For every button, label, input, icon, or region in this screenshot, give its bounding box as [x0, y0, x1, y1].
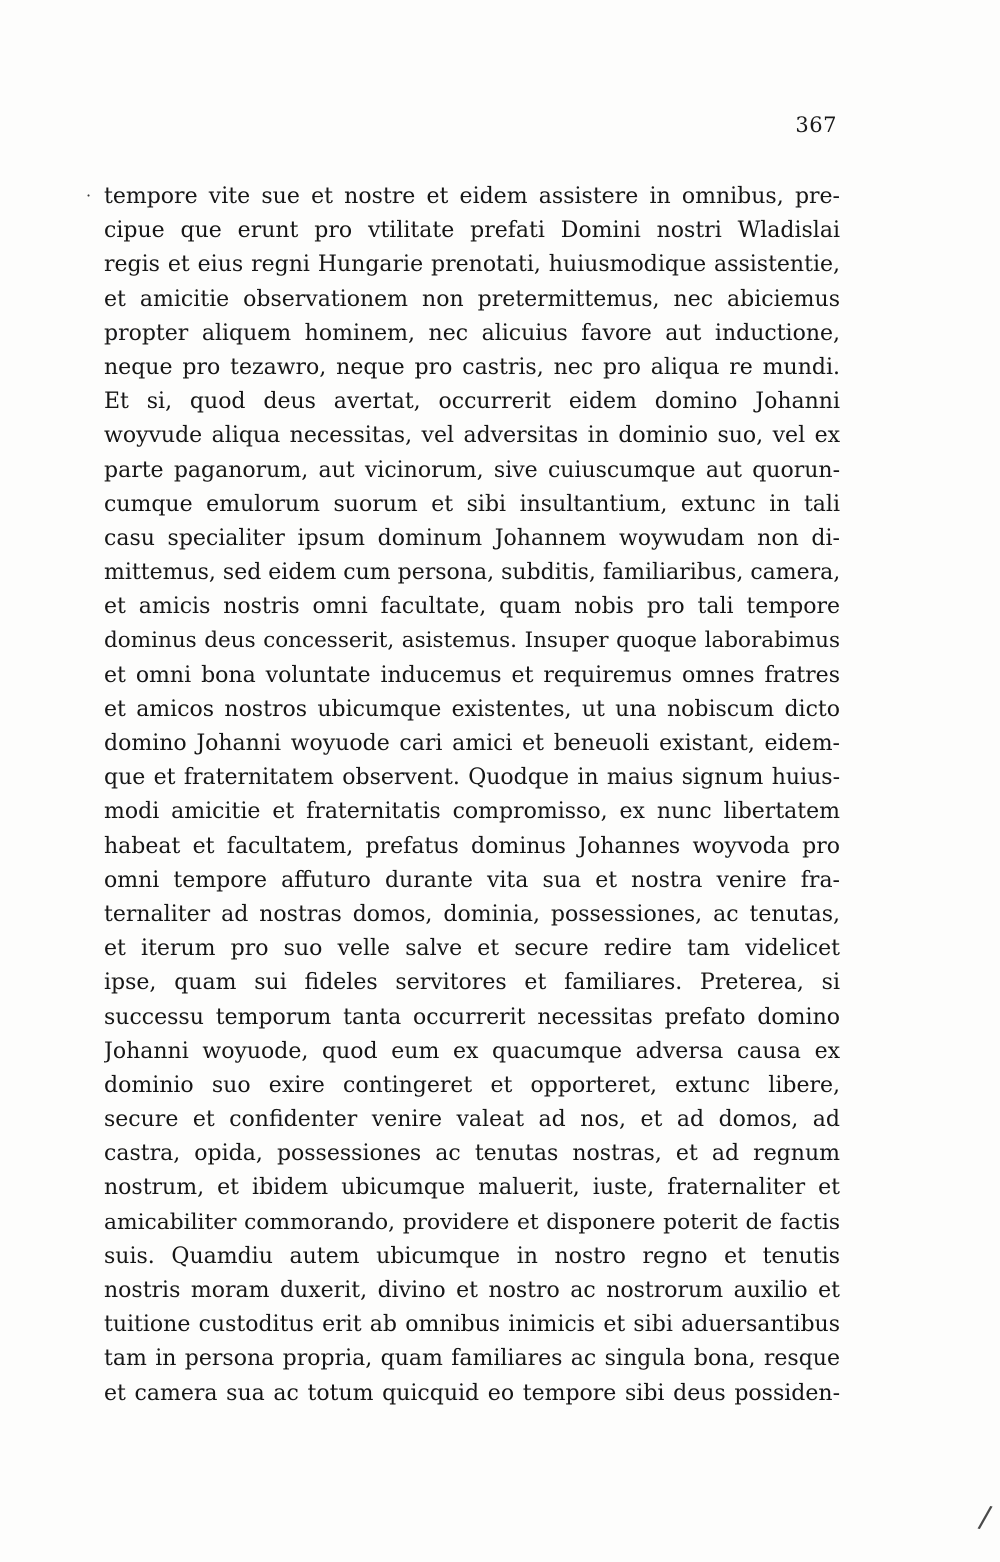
text-line: cipue que erunt pro vtilitate prefati Domini nostri Wladislai — [104, 218, 840, 244]
text-line: et amicos nostros ubicumque existentes, ut una nobiscum dicto — [104, 696, 840, 722]
text-line: omni tempore affuturo durante vita sua et nostra venire fra- — [104, 867, 840, 893]
text-line: woyvude aliqua necessitas, vel adversitas in dominio suo, vel ex — [104, 423, 840, 449]
text-line: et iterum pro suo velle salve et secure redire tam videlicet — [104, 936, 840, 962]
text-line: Johanni woyuode, quod eum ex quacumque adversa causa ex — [104, 1038, 840, 1064]
text-line: regis et eius regni Hungarie prenotati, huiusmodique assistentie, — [104, 252, 840, 278]
margin-dot-mark: · — [86, 186, 92, 205]
text-line: cumque emulorum suorum et sibi insultantium, extunc in tali — [104, 491, 840, 517]
margin-pen-stroke: / — [976, 1499, 994, 1536]
text-line: et amicis nostris omni facultate, quam nobis pro tali tempore — [104, 594, 840, 620]
text-line: modi amicitie et fraternitatis compromisso, ex nunc libertatem — [104, 799, 840, 825]
text-line: castra, opida, possessiones ac tenutas nostras, et ad regnum — [104, 1141, 840, 1167]
text-line: et omni bona voluntate inducemus et requiremus omnes fratres — [104, 662, 840, 688]
text-line: tam in persona propria, quam familiares ac singula bona, resque — [104, 1346, 840, 1372]
text-line: que et fraternitatem observent. Quodque in maius signum huius- — [104, 765, 840, 791]
text-line: habeat et facultatem, prefatus dominus Johannes woyvoda pro — [104, 833, 840, 859]
text-line: ternaliter ad nostras domos, dominia, possessiones, ac tenutas, — [104, 901, 840, 927]
text-line: et camera sua ac totum quicquid eo tempore sibi deus possiden- — [104, 1380, 840, 1406]
text-line: et amicitie observationem non pretermittemus, nec abiciemus — [104, 286, 840, 312]
body-text — [104, 180, 840, 1411]
text-line: ipse, quam sui fideles servitores et familiares. Preterea, si — [104, 970, 840, 996]
text-line: neque pro tezawro, neque pro castris, nec pro aliqua re mundi. — [104, 354, 840, 380]
text-line: dominio suo exire contingeret et opporteret, extunc libere, — [104, 1072, 840, 1098]
text-line: secure et confidenter venire valeat ad nos, et ad domos, ad — [104, 1107, 840, 1133]
text-line: propter aliquem hominem, nec alicuius favore aut inductione, — [104, 320, 840, 346]
text-line: amicabiliter commorando, providere et disponere poterit de factis — [104, 1209, 840, 1235]
text-line: dominus deus concesserit, asistemus. Insuper quoque laborabimus — [104, 628, 840, 654]
text-line: casu specialiter ipsum dominum Johannem woywudam non di- — [104, 525, 840, 551]
text-line: mittemus, sed eidem cum persona, subditis, familiaribus, camera, — [104, 560, 840, 586]
text-line: tempore vite sue et nostre et eidem assistere in omnibus, pre- — [104, 184, 840, 209]
text-line: tuitione custoditus erit ab omnibus inimicis et sibi aduersantibus — [104, 1312, 840, 1338]
text-line: nostrum, et ibidem ubicumque maluerit, iuste, fraternaliter et — [104, 1175, 840, 1201]
text-line: parte paganorum, aut vicinorum, sive cuiuscumque aut quorun- — [104, 457, 840, 483]
text-line: nostris moram duxerit, divino et nostro ac nostrorum auxilio et — [104, 1278, 840, 1303]
text-line: Et si, quod deus avertat, occurrerit eidem domino Johanni — [104, 389, 840, 415]
text-line: suis. Quamdiu autem ubicumque in nostro regno et tenutis — [104, 1243, 840, 1269]
text-line: successu temporum tanta occurrerit necessitas prefato domino — [104, 1004, 840, 1030]
text-line: domino Johanni woyuode cari amici et beneuoli existant, eidem- — [104, 731, 840, 756]
page-number: 367 — [795, 113, 837, 137]
